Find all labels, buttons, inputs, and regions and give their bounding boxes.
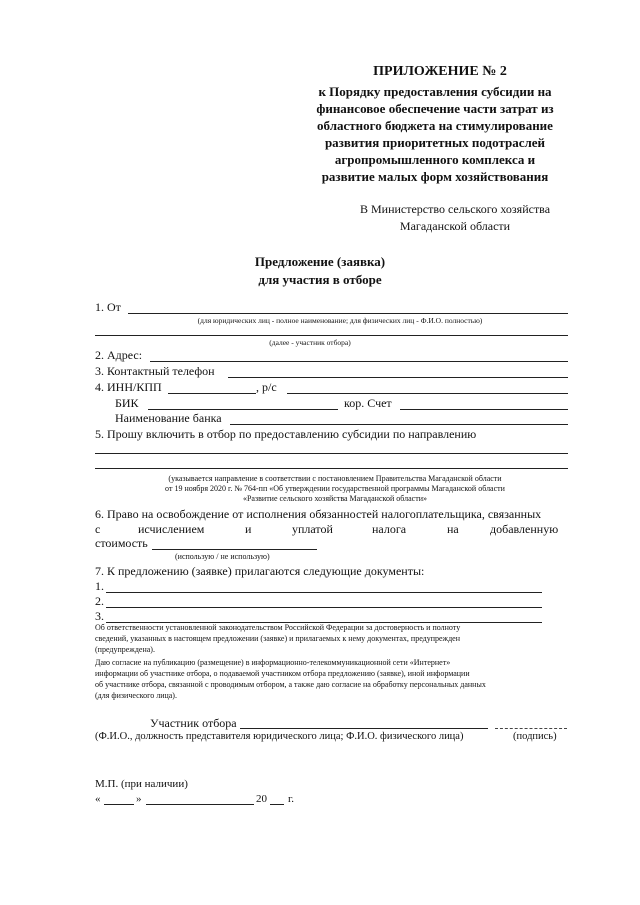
addressee-line-2: Магаданской области [399,219,511,233]
item4-label: 4. ИНН/КПП [95,380,162,394]
date-year-prefix: 20 [256,793,267,805]
kor-field-line[interactable] [400,409,568,410]
item5-field-line-2[interactable] [95,468,568,469]
doc-number-3: 3. [95,609,104,623]
sign-hint: (подпись) [513,731,557,742]
item2-label: 2. Адрес: [95,348,143,362]
doc-title-line-2: для участия в отборе [258,272,382,287]
doc-field-line-1[interactable] [106,592,542,593]
item6-word-5: налога [372,522,407,536]
item4-rs-label: , р/с [256,380,277,394]
item6-word-7: добавленную [490,522,559,536]
item7-label: 7. К предложению (заявке) прилагаются следующие документы: [95,564,425,578]
appendix-line-3: областного бюджета на стимулирование [317,118,553,133]
address-field-line[interactable] [150,361,568,362]
participant-field-line[interactable] [240,728,488,729]
appendix-title: ПРИЛОЖЕНИЕ № 2 [373,64,507,79]
fio-hint: (Ф.И.О., должность представителя юридического лица; Ф.И.О. физического лица) [95,731,464,742]
doc-field-line-2[interactable] [106,607,542,608]
appendix-line-4: развития приоритетных подотраслей [324,135,546,150]
item1-label: 1. От [95,300,121,314]
doc-number-1: 1. [95,579,104,593]
date-month-field[interactable] [146,804,254,805]
date-year-suffix: г. [288,793,295,805]
vat-field-line[interactable] [152,549,317,550]
item5-field-line-1[interactable] [95,453,568,454]
bik-field-line[interactable] [148,409,338,410]
item6-word-4: уплатой [292,522,333,536]
item5-text: 5. Прошу включить в отбор по предоставлению субсидии по направлению [95,427,477,441]
item6-word-1: с [95,522,101,536]
item5-hint-3: «Развитие сельского хозяйства Магаданской области» [242,494,428,503]
item5-hint-1: (указывается направление в соответствии с постановлением Правительства Магаданской области [168,474,502,483]
liability-note-1: Об ответственности установленной законодательством Российской Федерации за достоверность и полноту [95,623,461,632]
date-day-field[interactable] [104,804,134,805]
consent-note-2: информации об участнике отбора, о подаваемой участником отбора предложению (заявке), иной информации [95,669,470,678]
item1-field-line-2[interactable] [95,335,568,336]
rs-field-line[interactable] [287,393,568,394]
inn-field-line[interactable] [168,393,256,394]
date-open-quote: « [95,793,101,805]
bik-label: БИК [115,396,139,410]
item6-word-3: и [245,522,252,536]
signature-field-line[interactable] [495,728,567,729]
item6-word-2: исчислением [138,522,205,536]
appendix-line-5: агропромышленного комплекса и [334,152,536,167]
consent-note-4: (для физического лица). [95,691,177,700]
consent-note-1: Даю согласие на публикацию (размещение) в информационно-телекоммуникационной сети «Интернет» [95,658,451,667]
stamp-label: М.П. (при наличии) [95,778,188,790]
bank-field-line[interactable] [230,424,568,425]
date-year-field[interactable] [270,804,284,805]
appendix-line-1: к Порядку предоставления субсидии на [318,84,552,99]
date-close-quote: » [136,793,142,805]
doc-title-line-1: Предложение (заявка) [254,254,386,269]
phone-field-line[interactable] [228,377,568,378]
kor-label: кор. Счет [344,396,392,410]
appendix-line-6: развитие малых форм хозяйствования [321,169,549,184]
appendix-line-2: финансовое обеспечение части затрат из [316,101,554,116]
bank-label: Наименование банка [115,411,222,425]
doc-number-2: 2. [95,594,104,608]
item6-hint: (использую / не использую) [175,552,270,561]
liability-note-3: (предупреждена). [95,645,155,654]
item1-field-line[interactable] [128,313,568,314]
item6-word-6: на [447,522,459,536]
item6-line-1: 6. Право на освобождение от исполнения обязанностей налогоплательщика, связанных [95,507,542,521]
addressee-line-1: В Министерство сельского хозяйства [359,202,551,216]
participant-label: Участник отбора [150,716,237,730]
item6-line-3: стоимость [95,536,148,550]
liability-note-2: сведений, указанных в настоящем предложении (заявке) и прилагаемых к нему документах, предупрежден [95,634,460,643]
item5-hint-2: от 19 ноября 2020 г. № 764-пп «Об утверждении государственной программы Магаданской области [165,484,505,493]
item1-hint-2: (далее - участник отбора) [269,338,351,347]
item1-hint: (для юридических лиц - полное наименование; для физических лиц - Ф.И.О. полностью) [197,316,483,325]
item3-label: 3. Контактный телефон [95,364,215,378]
consent-note-3: об участнике отбора, связанной с проводимым отбором, а также даю согласие на обработку персональных данных [95,680,486,689]
